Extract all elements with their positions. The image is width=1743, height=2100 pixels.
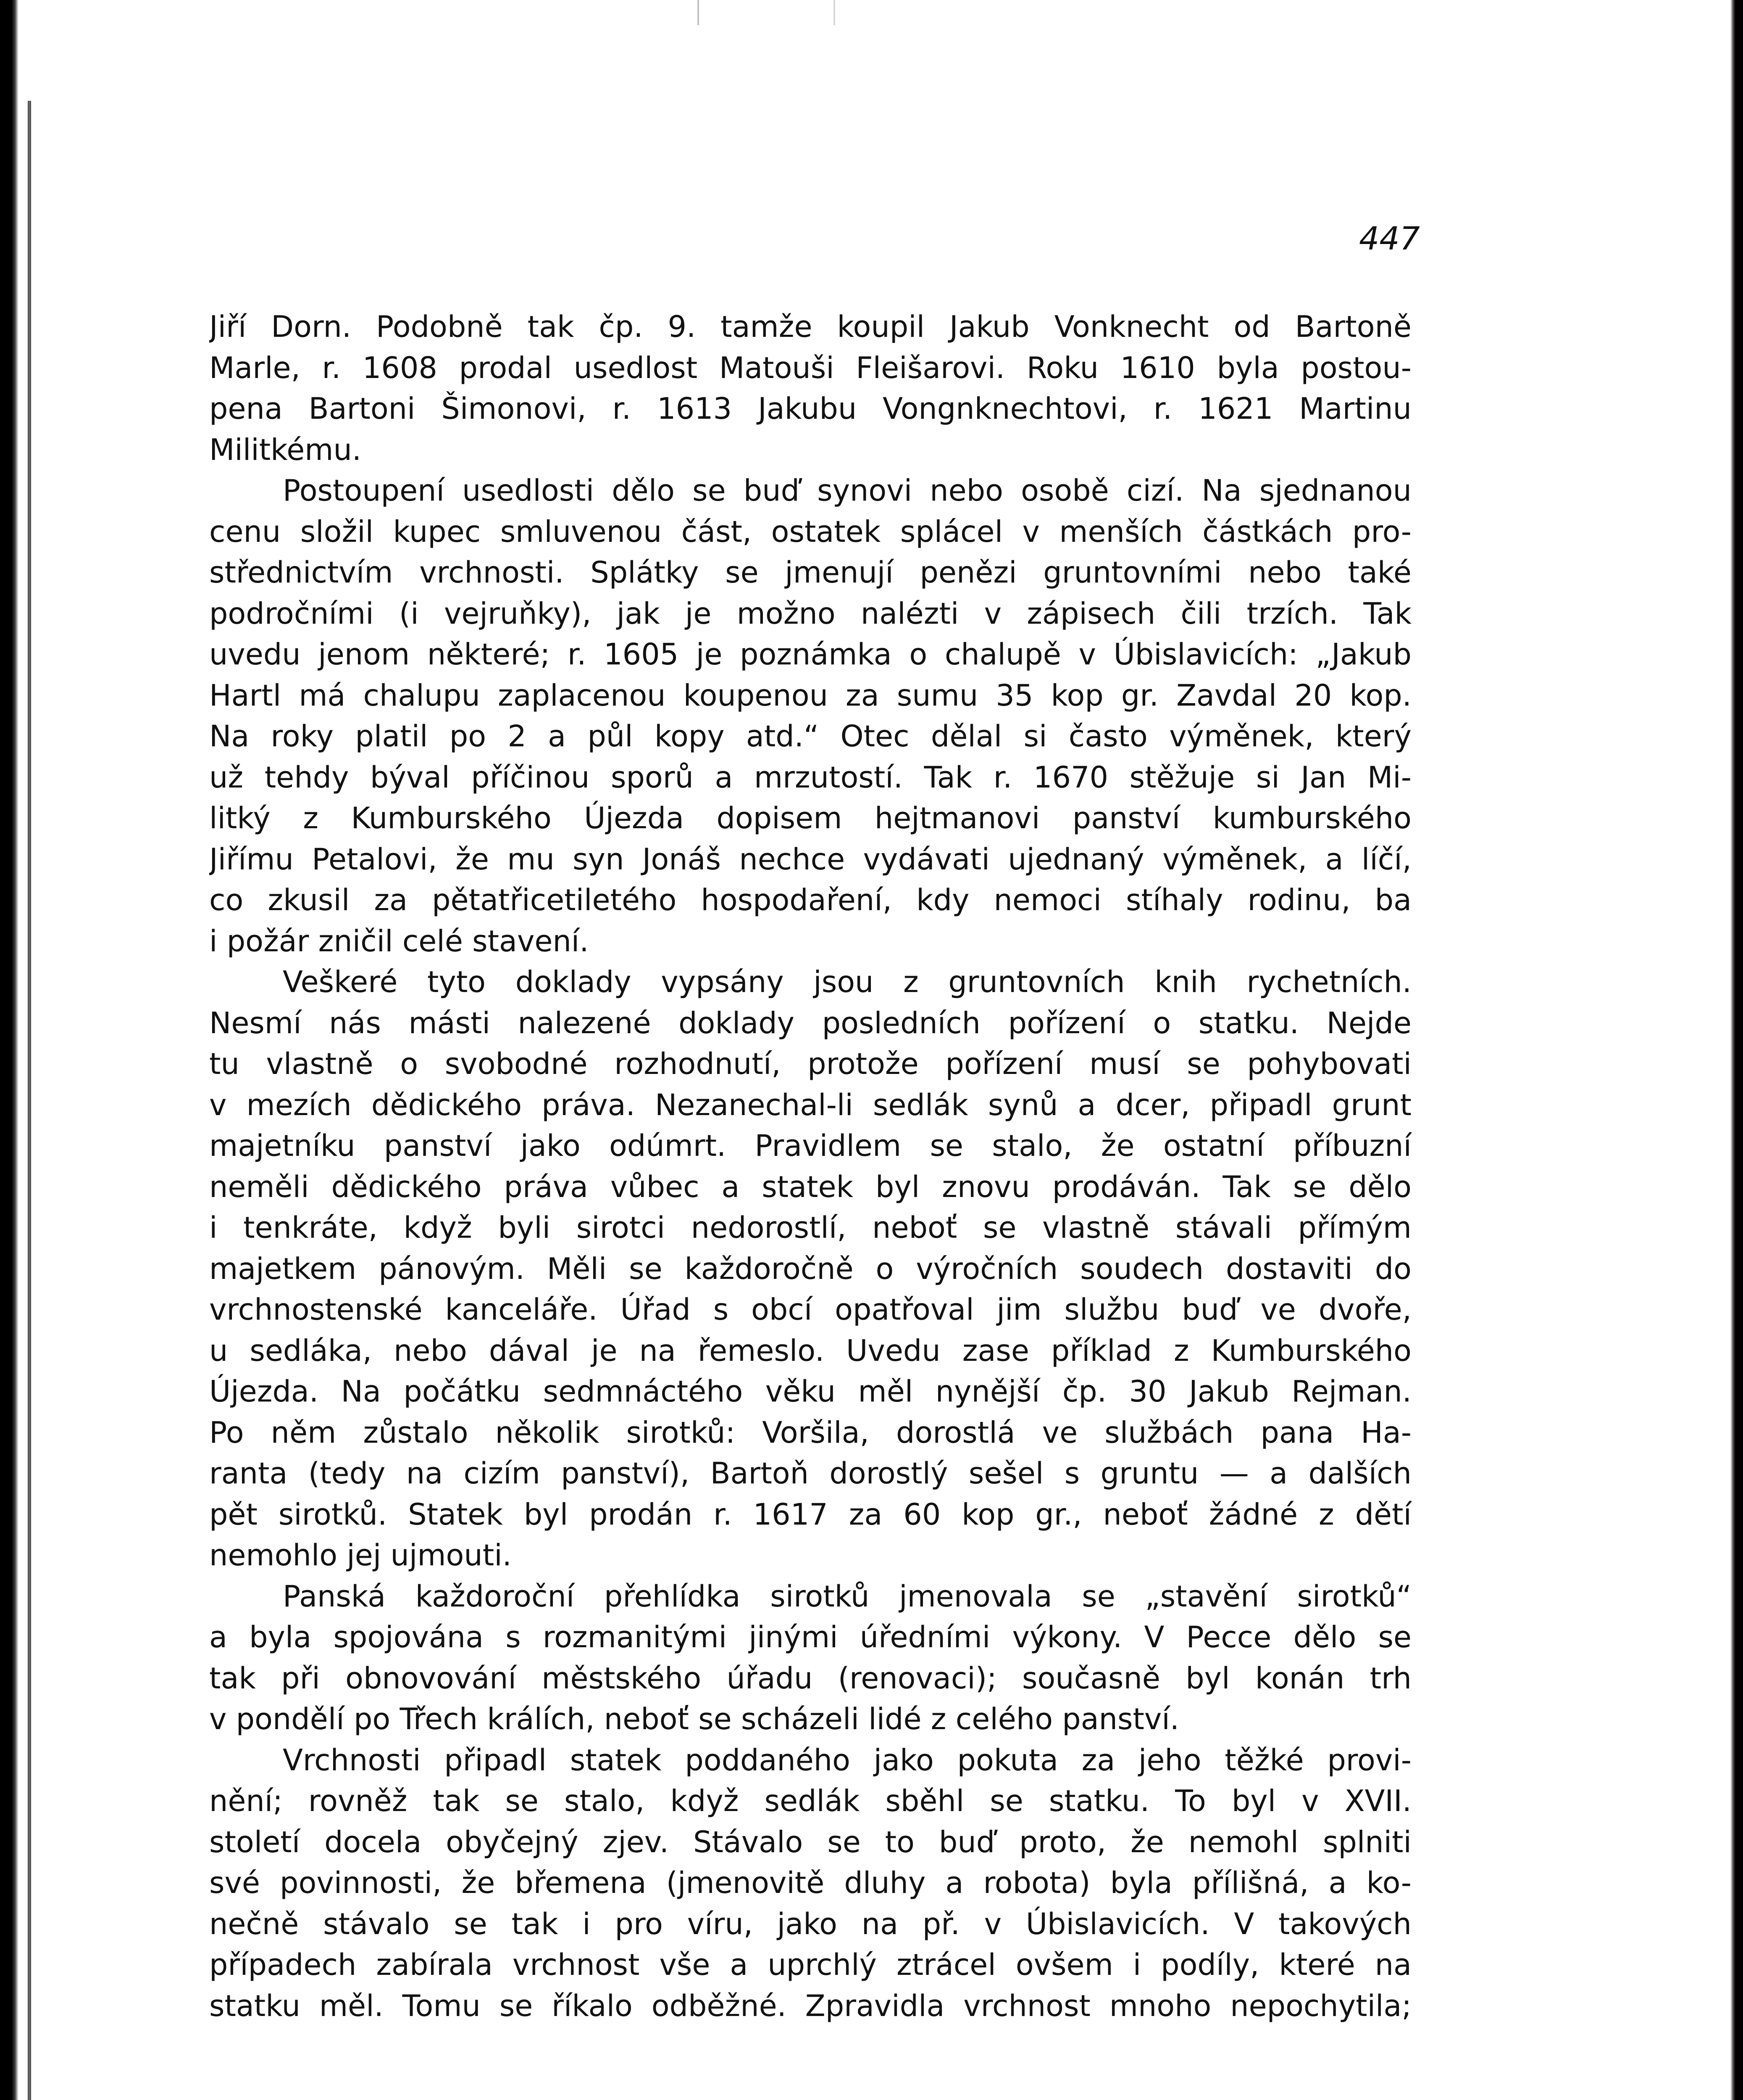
scan-artifact-top bbox=[697, 0, 835, 25]
text-line: Nesmí nás másti nalezené doklady posledních pořízení o statku. Nejde bbox=[209, 1005, 1412, 1040]
text-line: neměli dědického práva vůbec a statek byl znovu prodáván. Tak se dělo bbox=[209, 1169, 1412, 1204]
text-line: Postoupení usedlosti dělo se buď synovi nebo osobě cizí. Na sjednanou bbox=[283, 473, 1412, 508]
text-line: nemohlo jej ujmouti. bbox=[209, 1538, 512, 1572]
text-line: nění; rovněž tak se stalo, když sedlák sběhl se statku. To byl v XVII. bbox=[209, 1784, 1412, 1818]
text-line: v pondělí po Třech králích, neboť se scházeli lidé z celého panství. bbox=[209, 1702, 1180, 1736]
scan-edge-left bbox=[0, 0, 18, 2100]
text-line: své povinnosti, že břemena (jmenovitě dluhy a robota) byla přílišná, a ko- bbox=[209, 1866, 1412, 1900]
text-line: majetníku panství jako odúmrt. Pravidlem se stalo, že ostatní příbuzní bbox=[209, 1129, 1412, 1163]
page-number: 447 bbox=[1359, 220, 1420, 257]
text-line: vrchnostenské kanceláře. Úřad s obcí opatřoval jim službu buď ve dvoře, bbox=[209, 1292, 1412, 1327]
text-line: Veškeré tyto doklady vypsány jsou z gruntovních knih rychetních. bbox=[283, 965, 1412, 999]
text-line: tak při obnovování městského úřadu (renovaci); současně byl konán trh bbox=[209, 1661, 1412, 1696]
text-line: v mezích dědického práva. Nezanechal-li sedlák synů a dcer, připadl grunt bbox=[209, 1087, 1412, 1122]
text-line: ranta (tedy na cizím panství), Bartoň dorostlý sešel s gruntu — a dalších bbox=[209, 1456, 1412, 1491]
text-line: Hartl má chalupu zaplacenou koupenou za sumu 35 kop gr. Zavdal 20 kop. bbox=[209, 678, 1412, 713]
text-line: a byla spojována s rozmanitými jinými úředními výkony. V Pecce dělo se bbox=[209, 1620, 1412, 1654]
text-line: pena Bartoni Šimonovi, r. 1613 Jakubu Vongnknechtovi, r. 1621 Martinu bbox=[209, 391, 1412, 426]
text-line: Jiří Dorn. Podobně tak čp. 9. tamže koupil Jakub Vonknecht od Bartoně bbox=[209, 310, 1412, 344]
text-line: Újezda. Na počátku sedmnáctého věku měl nynější čp. 30 Jakub Rejman. bbox=[209, 1374, 1412, 1409]
text-line: litký z Kumburského Újezda dopisem hejtmanovi panství kumburského bbox=[209, 801, 1412, 835]
text-line: Militkému. bbox=[209, 432, 362, 467]
text-line: Po něm zůstalo několik sirotků: Voršila, dorostlá ve službách pana Ha- bbox=[209, 1415, 1412, 1450]
text-line: uvedu jenom některé; r. 1605 je poznámka o chalupě v Úbislavicích: „Jakub bbox=[209, 637, 1412, 672]
text-line: statku měl. Tomu se říkalo odběžné. Zpravidla vrchnost mnoho nepochytila; bbox=[209, 1988, 1412, 2023]
text-line: Na roky platil po 2 a půl kopy atd.“ Otec dělal si často výměnek, který bbox=[209, 719, 1412, 753]
text-line: co zkusil za pětatřicetiletého hospodaření, kdy nemoci stíhaly rodinu, ba bbox=[209, 883, 1412, 917]
text-line: pět sirotků. Statek byl prodán r. 1617 za 60 kop gr., neboť žádné z dětí bbox=[209, 1497, 1412, 1532]
text-line: i požár zničil celé stavení. bbox=[209, 924, 589, 958]
text-line: tu vlastně o svobodné rozhodnutí, protože pořízení musí se pohybovati bbox=[209, 1047, 1412, 1081]
text-line: področními (i vejruňky), jak je možno nalézti v zápisech čili trzích. Tak bbox=[209, 596, 1412, 631]
text-line: i tenkráte, když byli sirotci nedorostlí, neboť se vlastně stávali přímým bbox=[209, 1210, 1412, 1245]
scan-edge-right bbox=[1730, 0, 1743, 2100]
text-line: Jiřímu Petalovi, že mu syn Jonáš nechce vydávati ujednaný výměnek, a líčí, bbox=[209, 842, 1412, 877]
text-line: u sedláka, nebo dával je na řemeslo. Uvedu zase příklad z Kumburského bbox=[209, 1333, 1412, 1368]
text-line: majetkem pánovým. Měli se každoročně o výročních soudech dostaviti do bbox=[209, 1251, 1412, 1286]
text-line: už tehdy býval příčinou sporů a mrzutostí. Tak r. 1670 stěžuje si Jan Mi- bbox=[209, 760, 1412, 795]
text-line: střednictvím vrchnosti. Splátky se jmenují penězi gruntovními nebo také bbox=[209, 555, 1412, 590]
text-line: případech zabírala vrchnost vše a uprchlý ztrácel ovšem i podíly, které na bbox=[209, 1948, 1412, 1982]
text-line: Vrchnosti připadl statek poddaného jako pokuta za jeho těžké provi- bbox=[283, 1743, 1412, 1777]
binding-shadow bbox=[28, 101, 31, 2100]
text-line: nečně stávalo se tak i pro víru, jako na př. v Úbislavicích. V takových bbox=[209, 1906, 1412, 1941]
text-line: století docela obyčejný zjev. Stávalo se to buď proto, že nemohl splniti bbox=[209, 1824, 1412, 1859]
text-line: Panská každoroční přehlídka sirotků jmenovala se „stavění sirotků“ bbox=[283, 1579, 1412, 1614]
text-line: Marle, r. 1608 prodal usedlost Matouši Fleišarovi. Roku 1610 byla postou- bbox=[209, 350, 1412, 385]
body-text bbox=[209, 307, 1412, 2026]
text-line: cenu složil kupec smluvenou část, ostatek splácel v menších částkách pro- bbox=[209, 514, 1412, 549]
